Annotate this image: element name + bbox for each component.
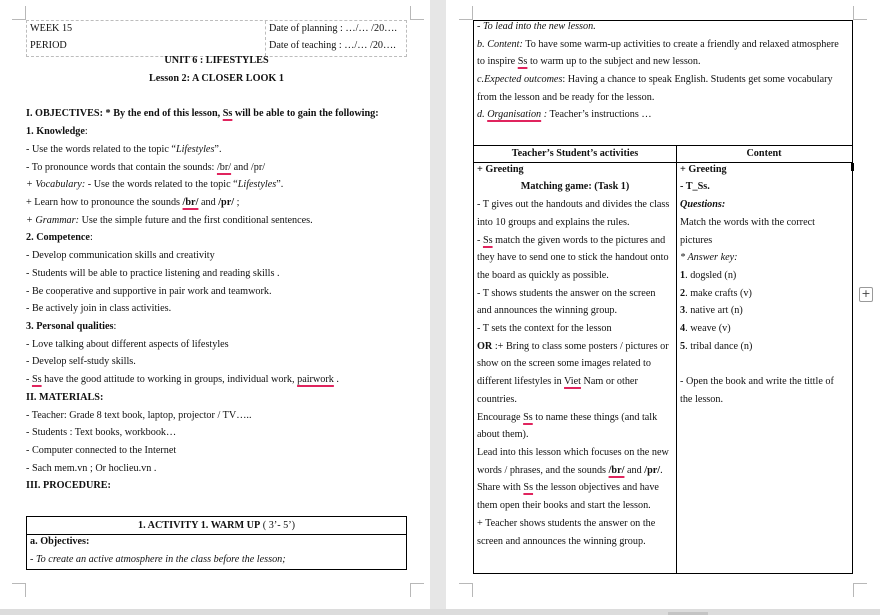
spellcheck-word[interactable]: pairwork — [297, 374, 334, 385]
document-page-right — [446, 0, 880, 609]
crop-mark-top-right — [410, 6, 424, 20]
activity-greeting: + Greeting — [477, 164, 524, 175]
activity-line: Encourage Ss to name these things (and talk — [477, 412, 658, 423]
procedure-table-header — [474, 145, 852, 163]
spellcheck-word[interactable]: /br/ — [216, 162, 232, 173]
col-header-content: Content — [746, 148, 782, 159]
activity-objectives-label: a. Objectives: — [30, 536, 90, 547]
document-page-left — [0, 0, 430, 609]
activity-line: - T sets the context for the lesson — [477, 323, 612, 334]
activity-line: and announces the winning group. — [477, 305, 618, 316]
activity-line: show on the screen some images related to — [477, 358, 651, 369]
activity-line: countries. — [477, 394, 517, 405]
competence-item: - Students will be able to practice listening and reading skills . — [26, 268, 280, 279]
competence-item: - Develop communication skills and creativity — [26, 250, 215, 261]
material-item: - Students : Text books, workbook… — [26, 427, 177, 438]
activity-objective-1: - To create an active atmosphere in the class before the lesson; — [30, 554, 286, 565]
crop-mark-top-left — [459, 6, 473, 20]
knowledge-item-5: + Grammar: Use the simple future and the first conditional sentences. — [26, 215, 313, 226]
activity-line: screen and announces the winning group. — [477, 536, 646, 547]
answer-item: 5. tribal dance (n) — [680, 341, 753, 352]
matching-game-title: Matching game: (Task 1) — [520, 181, 630, 192]
qualities-heading: 3. Personal qualities: — [26, 321, 117, 332]
activity-line: - T shows students the answer on the screen — [477, 288, 656, 299]
activity-line: they have to send one to stick the handout onto — [477, 252, 669, 263]
objectives-heading: I. OBJECTIVES: — [26, 108, 103, 119]
knowledge-item-1: - Use the words related to the topic “Lifestyles”. — [26, 144, 222, 155]
material-item: - Computer connected to the Internet — [26, 445, 177, 456]
spellcheck-word[interactable]: Ss — [482, 235, 493, 246]
answer-item: 3. native art (n) — [680, 305, 743, 316]
activity-line: different lifestyles in Viet Nam or other — [477, 376, 638, 387]
week-label: WEEK 15 — [30, 23, 73, 34]
activity-line: about them). — [477, 429, 529, 440]
spellcheck-word[interactable]: Ss — [523, 412, 533, 423]
activity-line: Lead into this lesson which focuses on the new — [477, 447, 669, 458]
spellcheck-word[interactable]: Ss — [517, 56, 528, 67]
activity-1-table — [26, 516, 407, 570]
quality-item: - Love talking about different aspects of lifestyles — [26, 339, 229, 350]
add-table-column-button[interactable]: + — [859, 287, 873, 302]
activity-line: into 10 groups and explains the rules. — [477, 217, 630, 228]
period-label: PERIOD — [30, 40, 67, 51]
organisation-line: d. Organisation : Teacher’s instructions … — [477, 109, 652, 120]
content-questions-label: Questions: — [680, 199, 726, 210]
procedure-heading: III. PROCEDURE: — [26, 480, 111, 491]
unit-title: UNIT 6 : LIFESTYLES — [164, 55, 269, 66]
activity-line: the board as quickly as possible. — [477, 270, 609, 281]
outcomes-line-1: c.Expected outcomes: Having a chance to speak English. Students get some vocabulary — [477, 74, 833, 85]
content-line: Match the words with the correct — [680, 217, 815, 228]
spellcheck-word[interactable]: Ss — [222, 108, 233, 119]
content-line-2: to inspire Ss to warm up to the subject and new lesson. — [477, 56, 701, 67]
content-line: - Open the book and write the tittle of — [680, 376, 834, 387]
content-line-1: b. Content: To have some warm-up activities to create a friendly and relaxed atmosphere — [477, 39, 839, 50]
date-planning: Date of planning : …/… /20…. — [269, 23, 397, 34]
spellcheck-word[interactable]: /br/ — [608, 465, 625, 476]
objectives-intro: I. OBJECTIVES: * By the end of this lesson, Ss will be able to gain the following: — [26, 108, 379, 119]
crop-mark-bottom-right — [853, 583, 867, 597]
content-t-ss: - T_Ss. — [680, 181, 710, 192]
content-line: pictures — [680, 235, 713, 246]
activity-title: 1. ACTIVITY 1. WARM UP ( 3’- 5’) — [27, 517, 406, 535]
knowledge-item-4: + Learn how to pronounce the sounds /br/ and /pr/ ; — [26, 197, 240, 208]
activity-line: - T gives out the handouts and divides the class — [477, 199, 670, 210]
crop-mark-top-right — [853, 6, 867, 20]
competence-item: - Be cooperative and supportive in pair work and teamwork. — [26, 286, 272, 297]
crop-mark-bottom-left — [12, 583, 26, 597]
date-teaching: Date of teaching : …/… /20…. — [269, 40, 396, 51]
crop-mark-top-left — [12, 6, 26, 20]
materials-heading: II. MATERIALS: — [26, 392, 104, 403]
quality-item: - Ss have the good attitude to working in groups, individual work, pairwork . — [26, 374, 339, 385]
knowledge-item-3: + Vocabulary: - Use the words related to the topic “Lifestyles”. — [26, 179, 284, 190]
activity-1-continued-table — [473, 20, 853, 574]
spellcheck-word[interactable]: Organisation — [487, 109, 542, 120]
activity-line: words / phrases, and the sounds /br/ and /pr/. — [477, 465, 663, 476]
lesson-title: Lesson 2: A CLOSER LOOK 1 — [148, 73, 284, 84]
material-item: - Sach mem.vn ; Or hoclieu.vn . — [26, 463, 157, 474]
knowledge-item-2: - To pronounce words that contain the sounds: /br/ and /pr/ — [26, 162, 266, 173]
answer-key-label: * Answer key: — [680, 252, 738, 263]
outcomes-line-2: from the lesson and be ready for the lesson. — [477, 92, 655, 103]
activity-line: - Ss match the given words to the pictures and — [477, 235, 666, 246]
activity-line: OR :+ Bring to class some posters / pictures or — [477, 341, 669, 352]
competence-heading: 2. Competence: — [26, 232, 93, 243]
material-item: - Teacher: Grade 8 text book, laptop, projector / TV….. — [26, 410, 252, 421]
table-column-divider — [676, 145, 677, 573]
content-line: the lesson. — [680, 394, 724, 405]
header-table-divider — [265, 21, 266, 56]
table-row-end-marker — [851, 163, 854, 171]
activity-line: + Teacher shows students the answer on the — [477, 518, 656, 529]
spellcheck-word[interactable]: Ss — [31, 374, 42, 385]
activity-line: them open their books and start the lesson. — [477, 500, 651, 511]
spellcheck-word[interactable]: /br/ — [182, 197, 199, 208]
spellcheck-word[interactable]: Viet — [564, 376, 581, 387]
col-header-activities: Teacher’s Student’s activities — [511, 148, 639, 159]
horizontal-scrollbar[interactable] — [0, 609, 880, 615]
competence-item: - Be actively join in class activities. — [26, 303, 172, 314]
answer-item: 1. dogsled (n) — [680, 270, 737, 281]
spellcheck-word[interactable]: Ss — [523, 482, 534, 493]
activity-objective-2: - To lead into the new lesson. — [477, 21, 596, 32]
quality-item: - Develop self-study skills. — [26, 356, 136, 367]
answer-item: 4. weave (v) — [680, 323, 731, 334]
content-greeting: + Greeting — [680, 164, 727, 175]
crop-mark-bottom-left — [459, 583, 473, 597]
knowledge-heading: 1. Knowledge: — [26, 126, 88, 137]
crop-mark-bottom-right — [410, 583, 424, 597]
activity-line: Share with Ss the lesson objectives and have — [477, 482, 659, 493]
answer-item: 2. make crafts (v) — [680, 288, 752, 299]
